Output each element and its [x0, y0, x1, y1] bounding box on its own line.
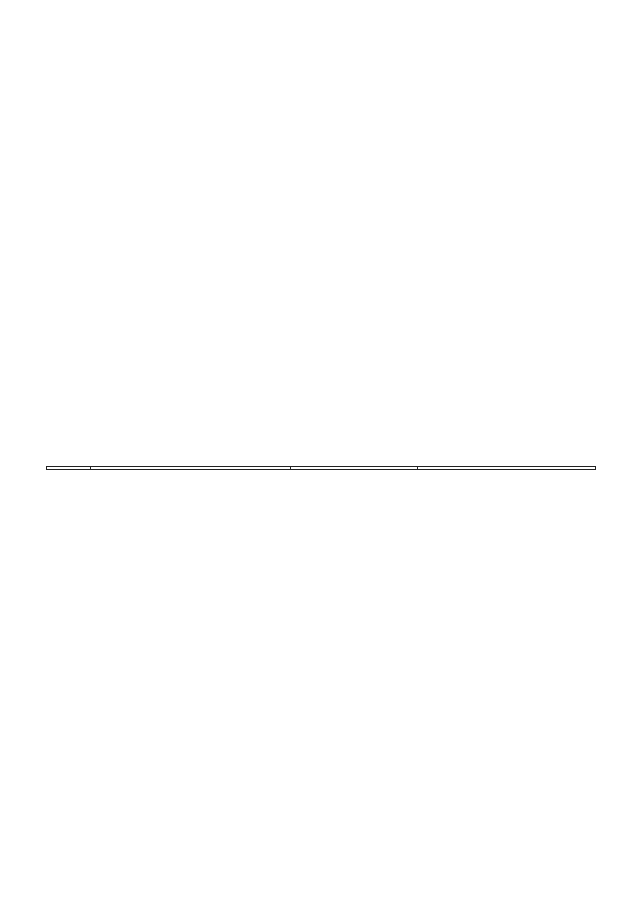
- header-code: [47, 467, 91, 470]
- header-form: [418, 467, 596, 470]
- table-header-row: [47, 467, 596, 470]
- drug-list-table: [46, 466, 596, 470]
- header-inn: [290, 467, 418, 470]
- header-atc: [90, 467, 290, 470]
